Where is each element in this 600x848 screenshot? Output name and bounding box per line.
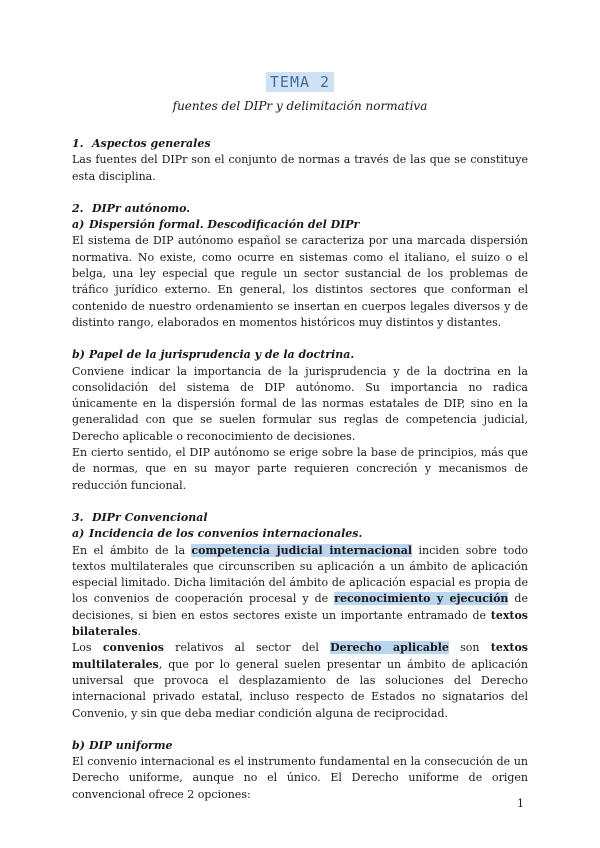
section-2b-paragraph-2: En cierto sentido, el DIP autónomo se erige sobre la base de principios, más que de normas, que en su mayor parte requieren concreción y mecanismos de reducción funcional. bbox=[72, 446, 528, 492]
section-2-heading: 2. DIPr autónomo. bbox=[72, 201, 191, 215]
section-1-heading: 1. Aspectos generales bbox=[72, 137, 211, 150]
section-2a-heading: a) Dispersión formal. Descodificación del DIPr bbox=[72, 218, 360, 232]
section-3b-paragraph: El convenio internacional es el instrumento fundamental en la consecución de un Derecho uniforme, aunque no el único. El Derecho uniforme de origen convencional ofrece 2 opciones: bbox=[72, 755, 528, 801]
section-3-heading: 3. DIPr Convencional bbox=[72, 510, 208, 524]
document-title: TEMA 2 bbox=[0, 72, 600, 91]
page-number: 1 bbox=[517, 797, 524, 810]
section-3b-heading: b) DIP uniforme bbox=[72, 738, 173, 752]
highlight-reconocimiento: reconocimiento y ejecución bbox=[334, 592, 509, 606]
document-subtitle: fuentes del DIPr y delimitación normativa bbox=[172, 99, 428, 113]
document-body bbox=[72, 136, 528, 803]
highlight-competencia: competencia judicial internacional bbox=[191, 543, 413, 557]
section-3a-paragraph-2: Los convenios relativos al sector del Derecho aplicable son textos multilaterales, que por lo general suelen presentar un ámbito de aplicación universal que provoca el desplazamiento de las soluciones del Derecho internacional privado estatal, incluso respecto de Estados no signatarios del Convenio, y sin que deba mediar condición alguna de reciprocidad. bbox=[72, 641, 528, 720]
section-1-paragraph: Las fuentes del DIPr son el conjunto de normas a través de las que se constituye esta disciplina. bbox=[72, 153, 528, 183]
section-3a-heading: a) Incidencia de los convenios internacionales. bbox=[72, 527, 363, 541]
section-3a-paragraph-1: En el ámbito de la competencia judicial internacional inciden sobre todo textos multilaterales que circunscriben su aplicación a un ámbito de aplicación especial limitado. Dicha limitación del ámbito de aplicación espacial es propia de los convenios de cooperación procesal y de reconocimiento y ejecución de decisiones, si bien en estos sectores existe un importante entramado de textos bilaterales. bbox=[72, 543, 528, 639]
section-2b-heading: b) Papel de la jurisprudencia y de la doctrina. bbox=[72, 348, 355, 362]
highlight-derecho-aplicable: Derecho aplicable bbox=[330, 641, 449, 655]
section-2a-paragraph: El sistema de DIP autónomo español se caracteriza por una marcada dispersión normativa. No existe, como ocurre en sistemas como el italiano, el suizo o el belga, una ley especial que regule un sector sustancial de los problemas de tráfico jurídico externo. En general, los distintos sectores que conforman el contenido de nuestro ordenamiento se insertan en cuerpos legales diversos y de distinto rango, elaborados en momentos históricos muy distintos y distantes. bbox=[72, 234, 528, 329]
section-2b-paragraph-1: Conviene indicar la importancia de la jurisprudencia y de la doctrina en la consolidación del sistema de DIP autónomo. Su importancia no radica únicamente en la dispersión formal de las normas estatales de DIP, sino en la generalidad con que se suelen formular sus reglas de competencia judicial, Derecho aplicable o reconocimiento de decisiones. bbox=[72, 364, 528, 443]
